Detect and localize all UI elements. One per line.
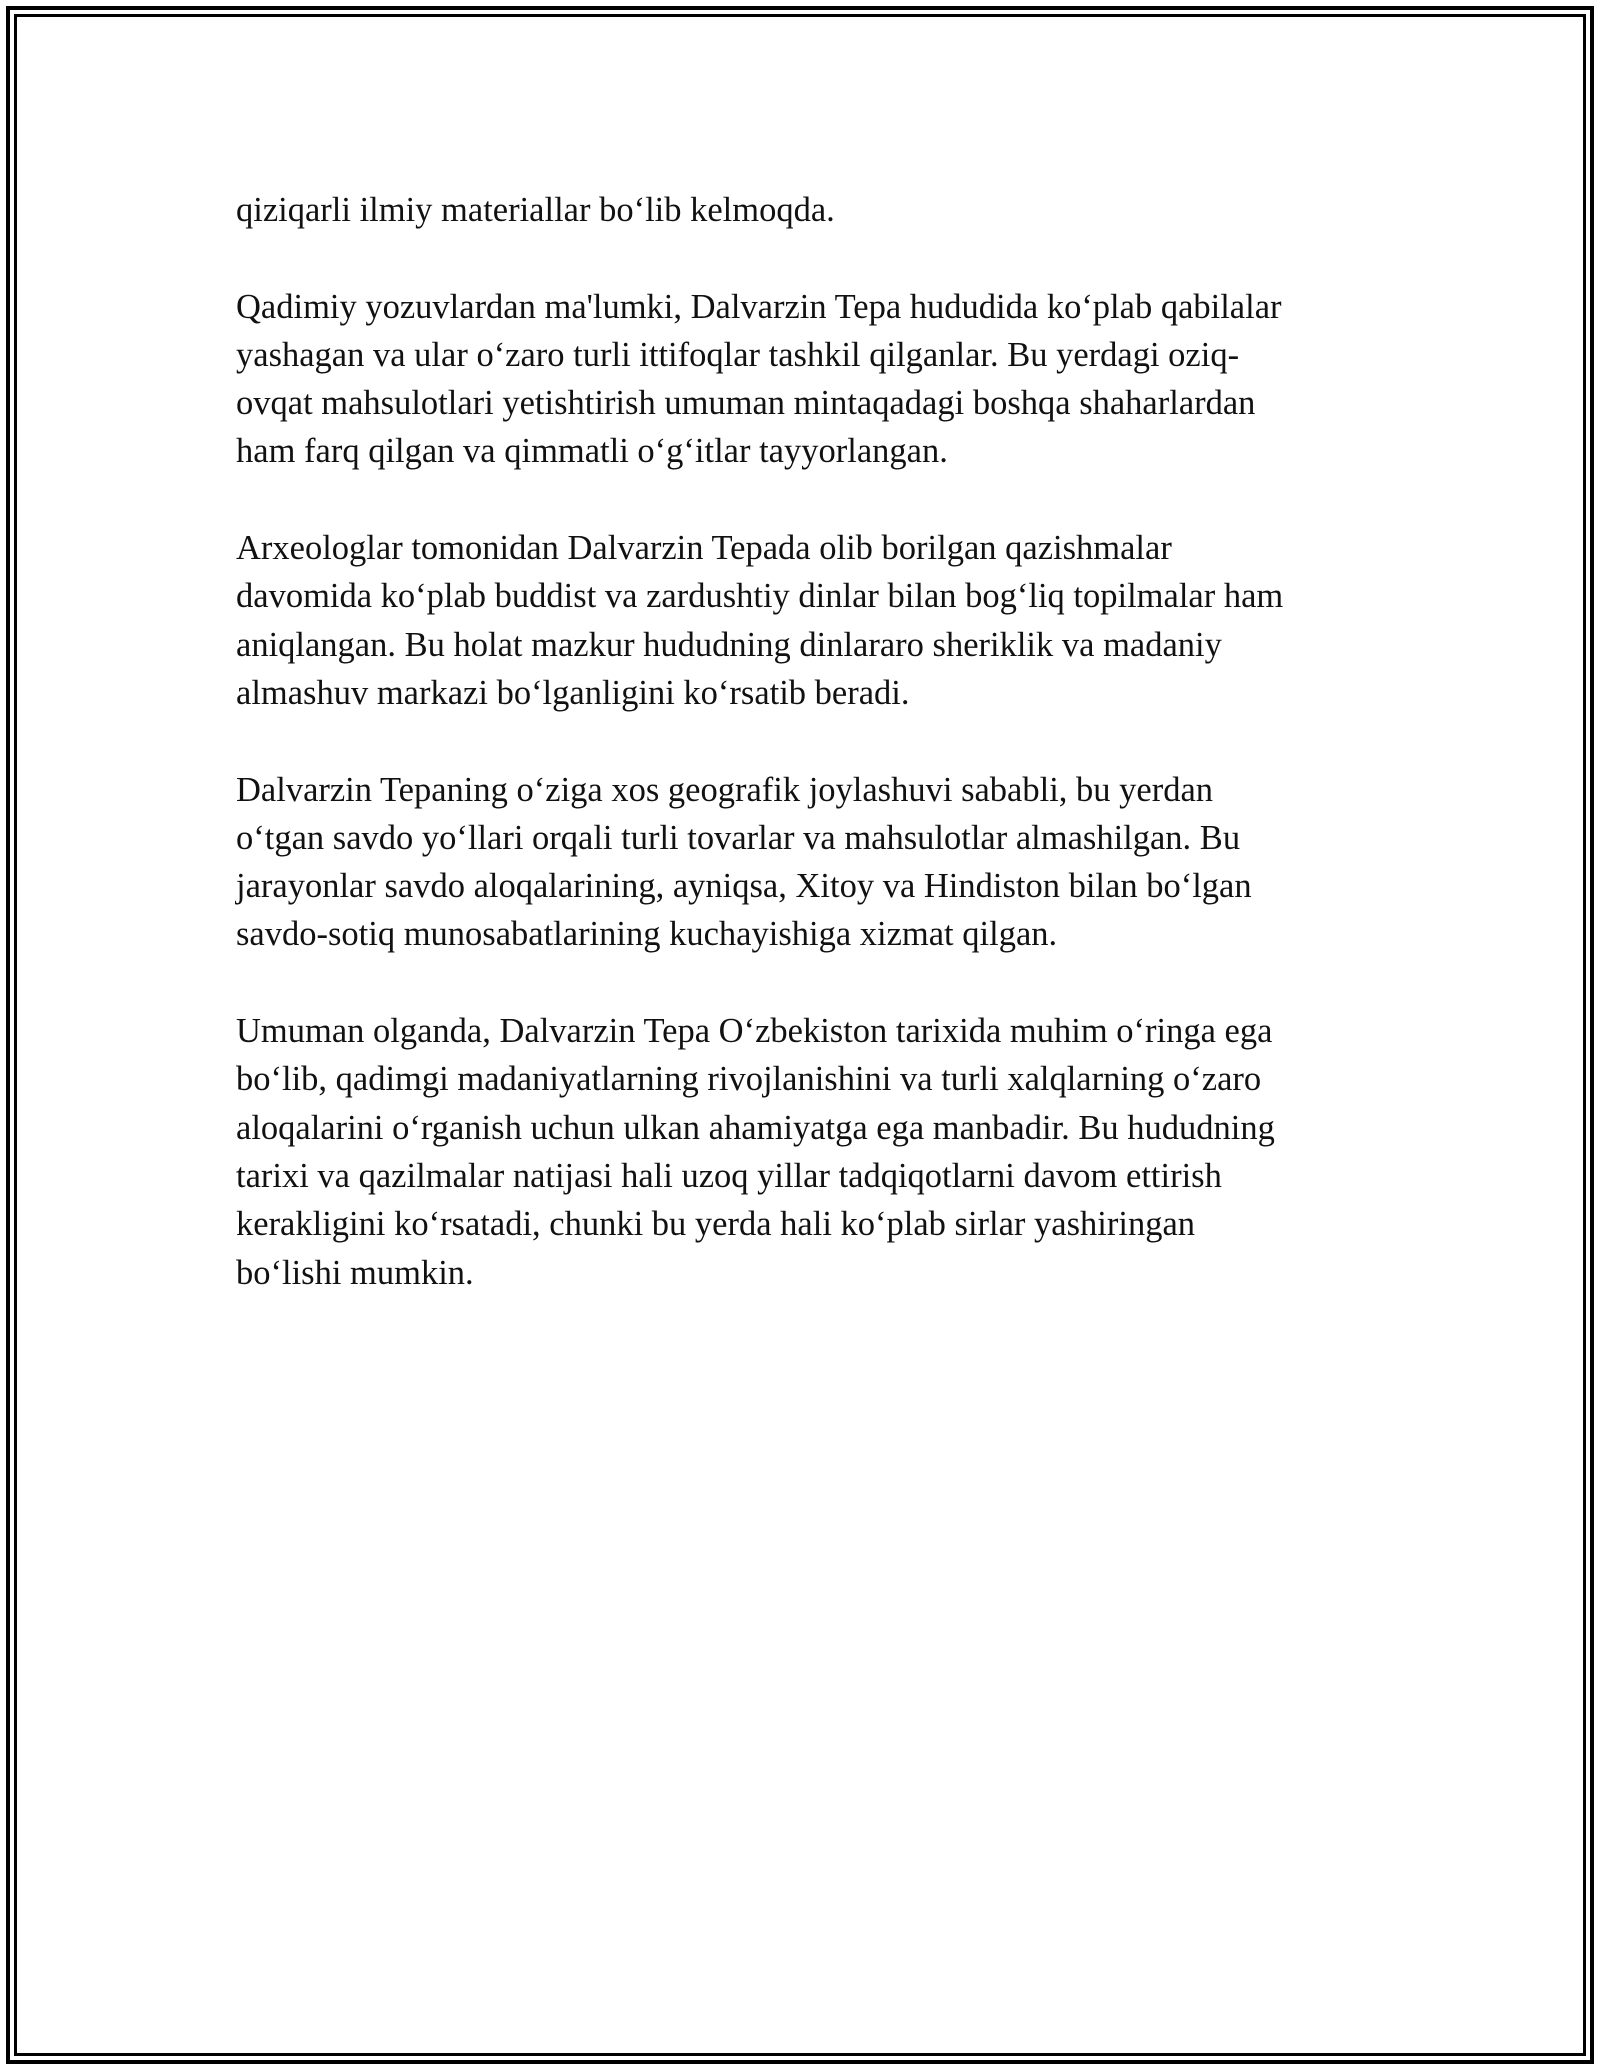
paragraph-1: qiziqarli ilmiy materiallar bo‘lib kelmoqda. [236, 191, 835, 229]
paragraph-4: Dalvarzin Tepaning o‘ziga xos geografik joylashuvi sababli, bu yerdan o‘tgan savdo yo‘llari orqali turli tovarlar va mahsulotlar almashilgan. Bu jarayonlar savdo aloqalarining, ayniqsa, Xitoy va Hindiston bilan bo‘lgan savdo-sotiq munosabatlarining kuchayishiga xizmat qilgan. [236, 770, 1252, 954]
paragraph-5: Umuman olganda, Dalvarzin Tepa O‘zbekiston tarixida muhim o‘ringa ega bo‘lib, qadimgi madaniyatlarning rivojlanishini va turli xalqlarning o‘zaro aloqalarini o‘rganish uchun ulkan ahamiyatga ega manbadir. Bu hududning tarixi va qazilmalar natijasi hali uzoq yillar tadqiqotlarni davom ettirish kerakligini ko‘rsatadi, chunki bu yerda hali ko‘plab sirlar yashiringan bo‘lishi mumkin. [236, 1012, 1275, 1292]
paragraph-3: Arxeologlar tomonidan Dalvarzin Tepada olib borilgan qazishmalar davomida ko‘plab buddist va zardushtiy dinlar bilan bog‘liq topilmalar ham aniqlangan. Bu holat mazkur hududning dinlararo sheriklik va madaniy almashuv markazi bo‘lganligini ko‘rsatib beradi. [236, 529, 1284, 712]
paragraph-2: Qadimiy yozuvlardan ma'lumki, Dalvarzin Tepa hududida ko‘plab qabilalar yashagan va ular o‘zaro turli ittifoqlar tashkil qilganlar. Bu yerdagi oziq- ovqat mahsulotlari yetishtirish umuman mintaqadagi boshqa shaharlardan ham farq qilgan va qimmatli o‘g‘itlar tayyorlangan. [236, 287, 1282, 471]
document-body [236, 186, 1366, 1345]
